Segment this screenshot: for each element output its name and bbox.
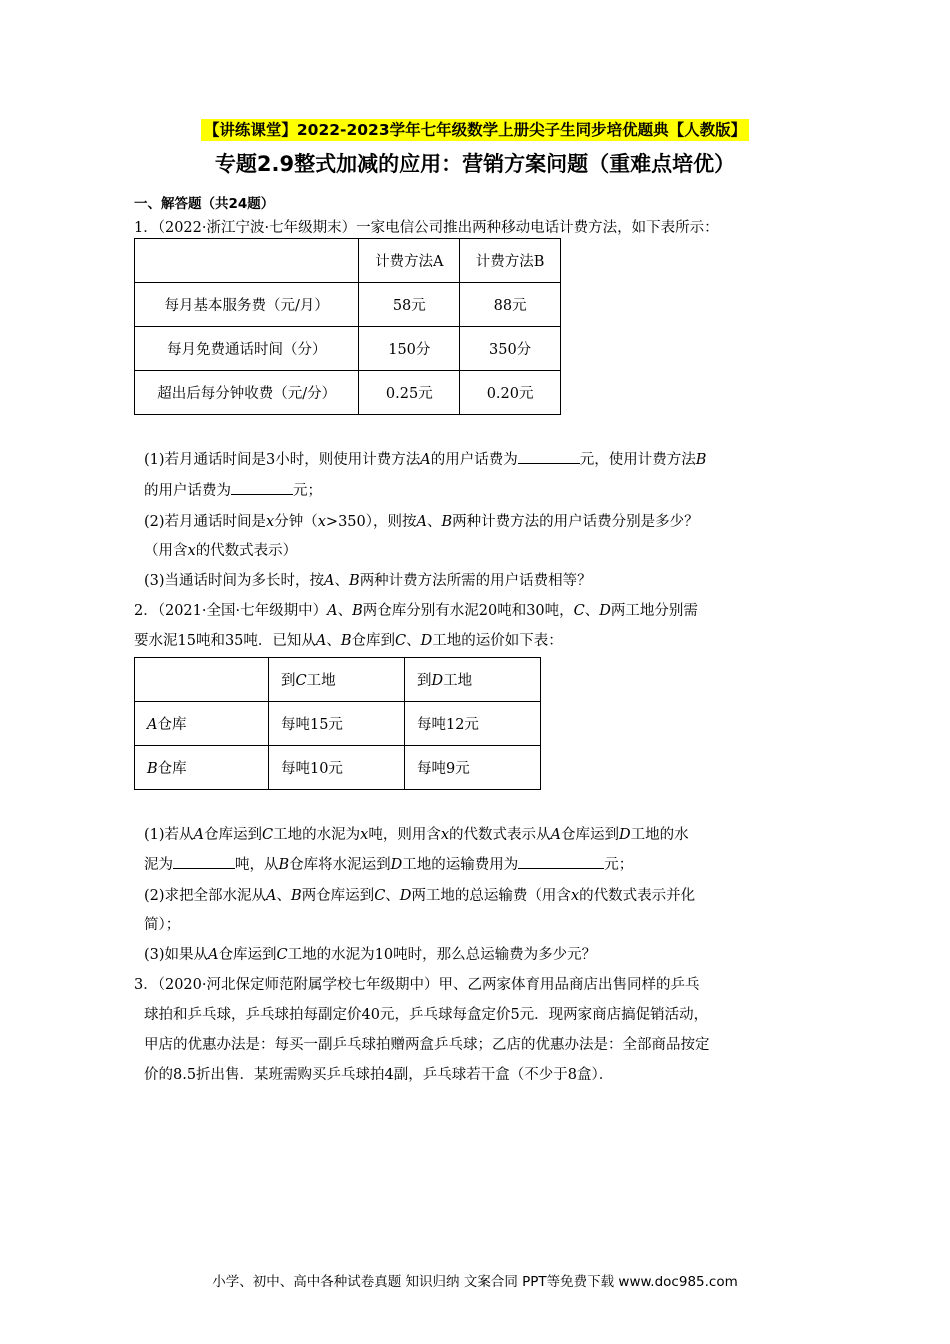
var-a: A [550,827,561,843]
var-c: C [573,603,585,619]
q1-table-header-a: 计费方法A [359,239,460,283]
q3-line1: 3．（2020·河北保定师范附属学校七年级期中）甲、乙两家体育用品商店出售同样的乒乓 [134,977,700,993]
text: 、 [406,633,421,649]
var-c: C [395,633,407,649]
q2-intro-line2 [134,629,834,650]
var-a: A [420,452,431,468]
q3-line4: 价的8.5折出售．某班需购买乒乓球拍4副，乒乓球若干盒（不少于8盒）． [144,1067,614,1083]
answer-blank[interactable] [173,854,235,869]
text: 仓库 [157,761,187,777]
text: 工地 [306,673,336,689]
var-c: C [295,673,307,689]
var-a: A [324,573,335,589]
var-d: D [399,888,412,904]
text: 工地的水泥为10吨时，那么总运输费为多少元？ [287,947,597,963]
text: 两仓库运到 [301,888,375,904]
q1-table-cell: 每月基本服务费（元/月） [135,283,359,327]
var-b: B [278,857,290,873]
text: 、 [276,888,292,904]
banner-text: 【讲练课堂】2022-2023学年七年级数学上册尖子生同步培优题典【人教版】 [201,119,749,141]
var-a: A [208,947,219,963]
q2-intro-line1 [134,599,834,620]
var-d: D [599,603,611,619]
text: 的代数式表示并化 [579,888,696,904]
var-b: B [291,888,302,904]
text: 到 [280,673,296,689]
q2-part2-line2: 简）； [144,917,181,933]
text: 仓库运到 [204,827,263,843]
text: 分钟（ [274,514,318,530]
var-b: B [695,452,707,468]
text: (1)若月通话时间是3小时，则使用计费方法 [144,452,421,468]
q1-part2-line1 [144,510,844,531]
text: 、 [334,573,350,589]
q2-part1-line2 [144,853,844,874]
var-x: x [570,888,580,904]
text: 元； [293,483,322,499]
var-a: A [147,717,158,733]
var-a: A [416,514,427,530]
text: 、 [337,603,353,619]
text: 两工地分别需 [610,603,698,619]
text: 的代数式表示） [195,543,298,559]
text: 的代数式表示从 [449,827,551,843]
text: (3)如果从 [144,947,209,963]
var-c: C [276,947,288,963]
q1-table-cell: 每月免费通话时间（分） [135,327,359,371]
text: 工地的水泥为 [273,827,361,843]
text: 的用户话费为 [144,483,231,499]
text: 仓库运到 [561,827,619,843]
q1-table [134,238,561,415]
q1-part2-line2 [144,539,844,560]
q1-table-cell: 350分 [460,327,561,371]
text: (3)当通话时间为多长时，按 [144,573,325,589]
footer-text: 小学、初中、高中各种试卷真题 知识归纳 文案合同 PPT等免费下载 www.doc985.com [212,1274,738,1290]
text: 元，使用计费方法 [579,452,696,468]
text: 吨，从 [235,857,279,873]
text: 工地的运价如下表： [432,633,563,649]
text: 仓库运到 [218,947,277,963]
answer-blank[interactable] [518,449,580,464]
var-b: B [349,573,360,589]
var-b: B [352,603,363,619]
q2-table-cell: 每吨10元 [268,746,404,790]
text: 、 [426,514,442,530]
text: 工地的运输费用为 [402,857,519,873]
text: 、 [385,888,400,904]
var-d: D [619,827,631,843]
text: 两工地的总运输费（用含 [411,888,571,904]
text: 工地的水 [630,827,689,843]
text: (1)若从 [144,827,194,843]
var-d: D [431,673,444,689]
q2-part1-line1 [144,823,844,844]
q1-table-header-b: 计费方法B [460,239,561,283]
q2-table-cell: 每吨12元 [404,702,540,746]
q1-part3 [144,569,844,590]
text: 泥为 [144,857,173,873]
text: 两仓库分别有水泥20吨和30吨， [362,603,574,619]
var-a: A [315,633,327,649]
q1-table-cell: 150分 [359,327,460,371]
q2-table [134,657,541,790]
text: 元； [604,857,634,873]
text: 的用户话费为 [430,452,518,468]
text: 要水泥15吨和35吨．已知从 [134,633,316,649]
q3-line3: 甲店的优惠办法是：每买一副乒乓球拍赠两盒乒乓球；乙店的优惠办法是：全部商品按定 [144,1037,710,1053]
var-c: C [262,827,274,843]
q2-table-cell: 每吨9元 [404,746,540,790]
text: 仓库到 [351,633,396,649]
var-x: x [440,827,450,843]
q1-part1-line2 [144,479,844,500]
text: >350），则按 [325,514,417,530]
text: (2)若月通话时间是 [144,514,267,530]
var-x: x [266,514,275,530]
var-b: B [147,761,158,777]
q1-table-cell: 0.20元 [460,371,561,415]
var-d: D [390,857,403,873]
text: （用含 [144,543,188,559]
var-a: A [266,888,277,904]
var-a: A [327,603,338,619]
var-x: x [317,514,326,530]
section-heading: 一、解答题（共24题） [134,196,275,212]
q1-table-cell: 88元 [460,283,561,327]
text: 吨，则用含 [368,827,441,843]
var-x: x [187,543,196,559]
answer-blank[interactable] [231,480,293,495]
text: 两种计费方法的用户话费分别是多少？ [452,514,699,530]
q2-table-row-label-b [135,746,269,790]
answer-blank[interactable] [518,854,604,869]
banner [0,118,950,140]
q2-table-header-d [404,658,540,702]
q2-part3 [144,943,844,964]
q1-intro: 1．（2022·浙江宁波·七年级期末）一家电信公司推出两种移动电话计费方法，如下表所示： [134,220,719,236]
text: 到 [416,673,432,689]
text: 仓库将水泥运到 [289,857,391,873]
var-b: B [441,514,453,530]
q1-table-header-empty [135,239,359,283]
q1-table-cell: 0.25元 [359,371,460,415]
q2-table-row-label-a [135,702,269,746]
q2-table-header-c [268,658,404,702]
text: 、 [326,633,341,649]
q2-table-header-empty [135,658,269,702]
var-b: B [340,633,352,649]
q1-part1-line1 [144,448,844,469]
text: (2)求把全部水泥从 [144,888,267,904]
q1-table-cell: 58元 [359,283,460,327]
text: 工地 [443,673,473,689]
var-c: C [374,888,386,904]
var-x: x [360,827,369,843]
text: 仓库 [157,717,187,733]
var-d: D [420,633,433,649]
q1-table-cell: 超出后每分钟收费（元/分） [135,371,359,415]
q2-table-cell: 每吨15元 [268,702,404,746]
text: 两种计费方法所需的用户话费相等？ [359,573,592,589]
q2-part2-line1 [144,884,844,905]
text: 、 [584,603,600,619]
text: 2．（2021·全国·七年级期中） [134,603,328,619]
var-a: A [193,827,205,843]
q3-line2: 球拍和乒乓球，乒乓球拍每副定价40元，乒乓球每盒定价5元．现两家商店搞促销活动， [144,1007,709,1023]
page-title: 专题2.9整式加减的应用：营销方案问题（重难点培优） [214,152,736,176]
